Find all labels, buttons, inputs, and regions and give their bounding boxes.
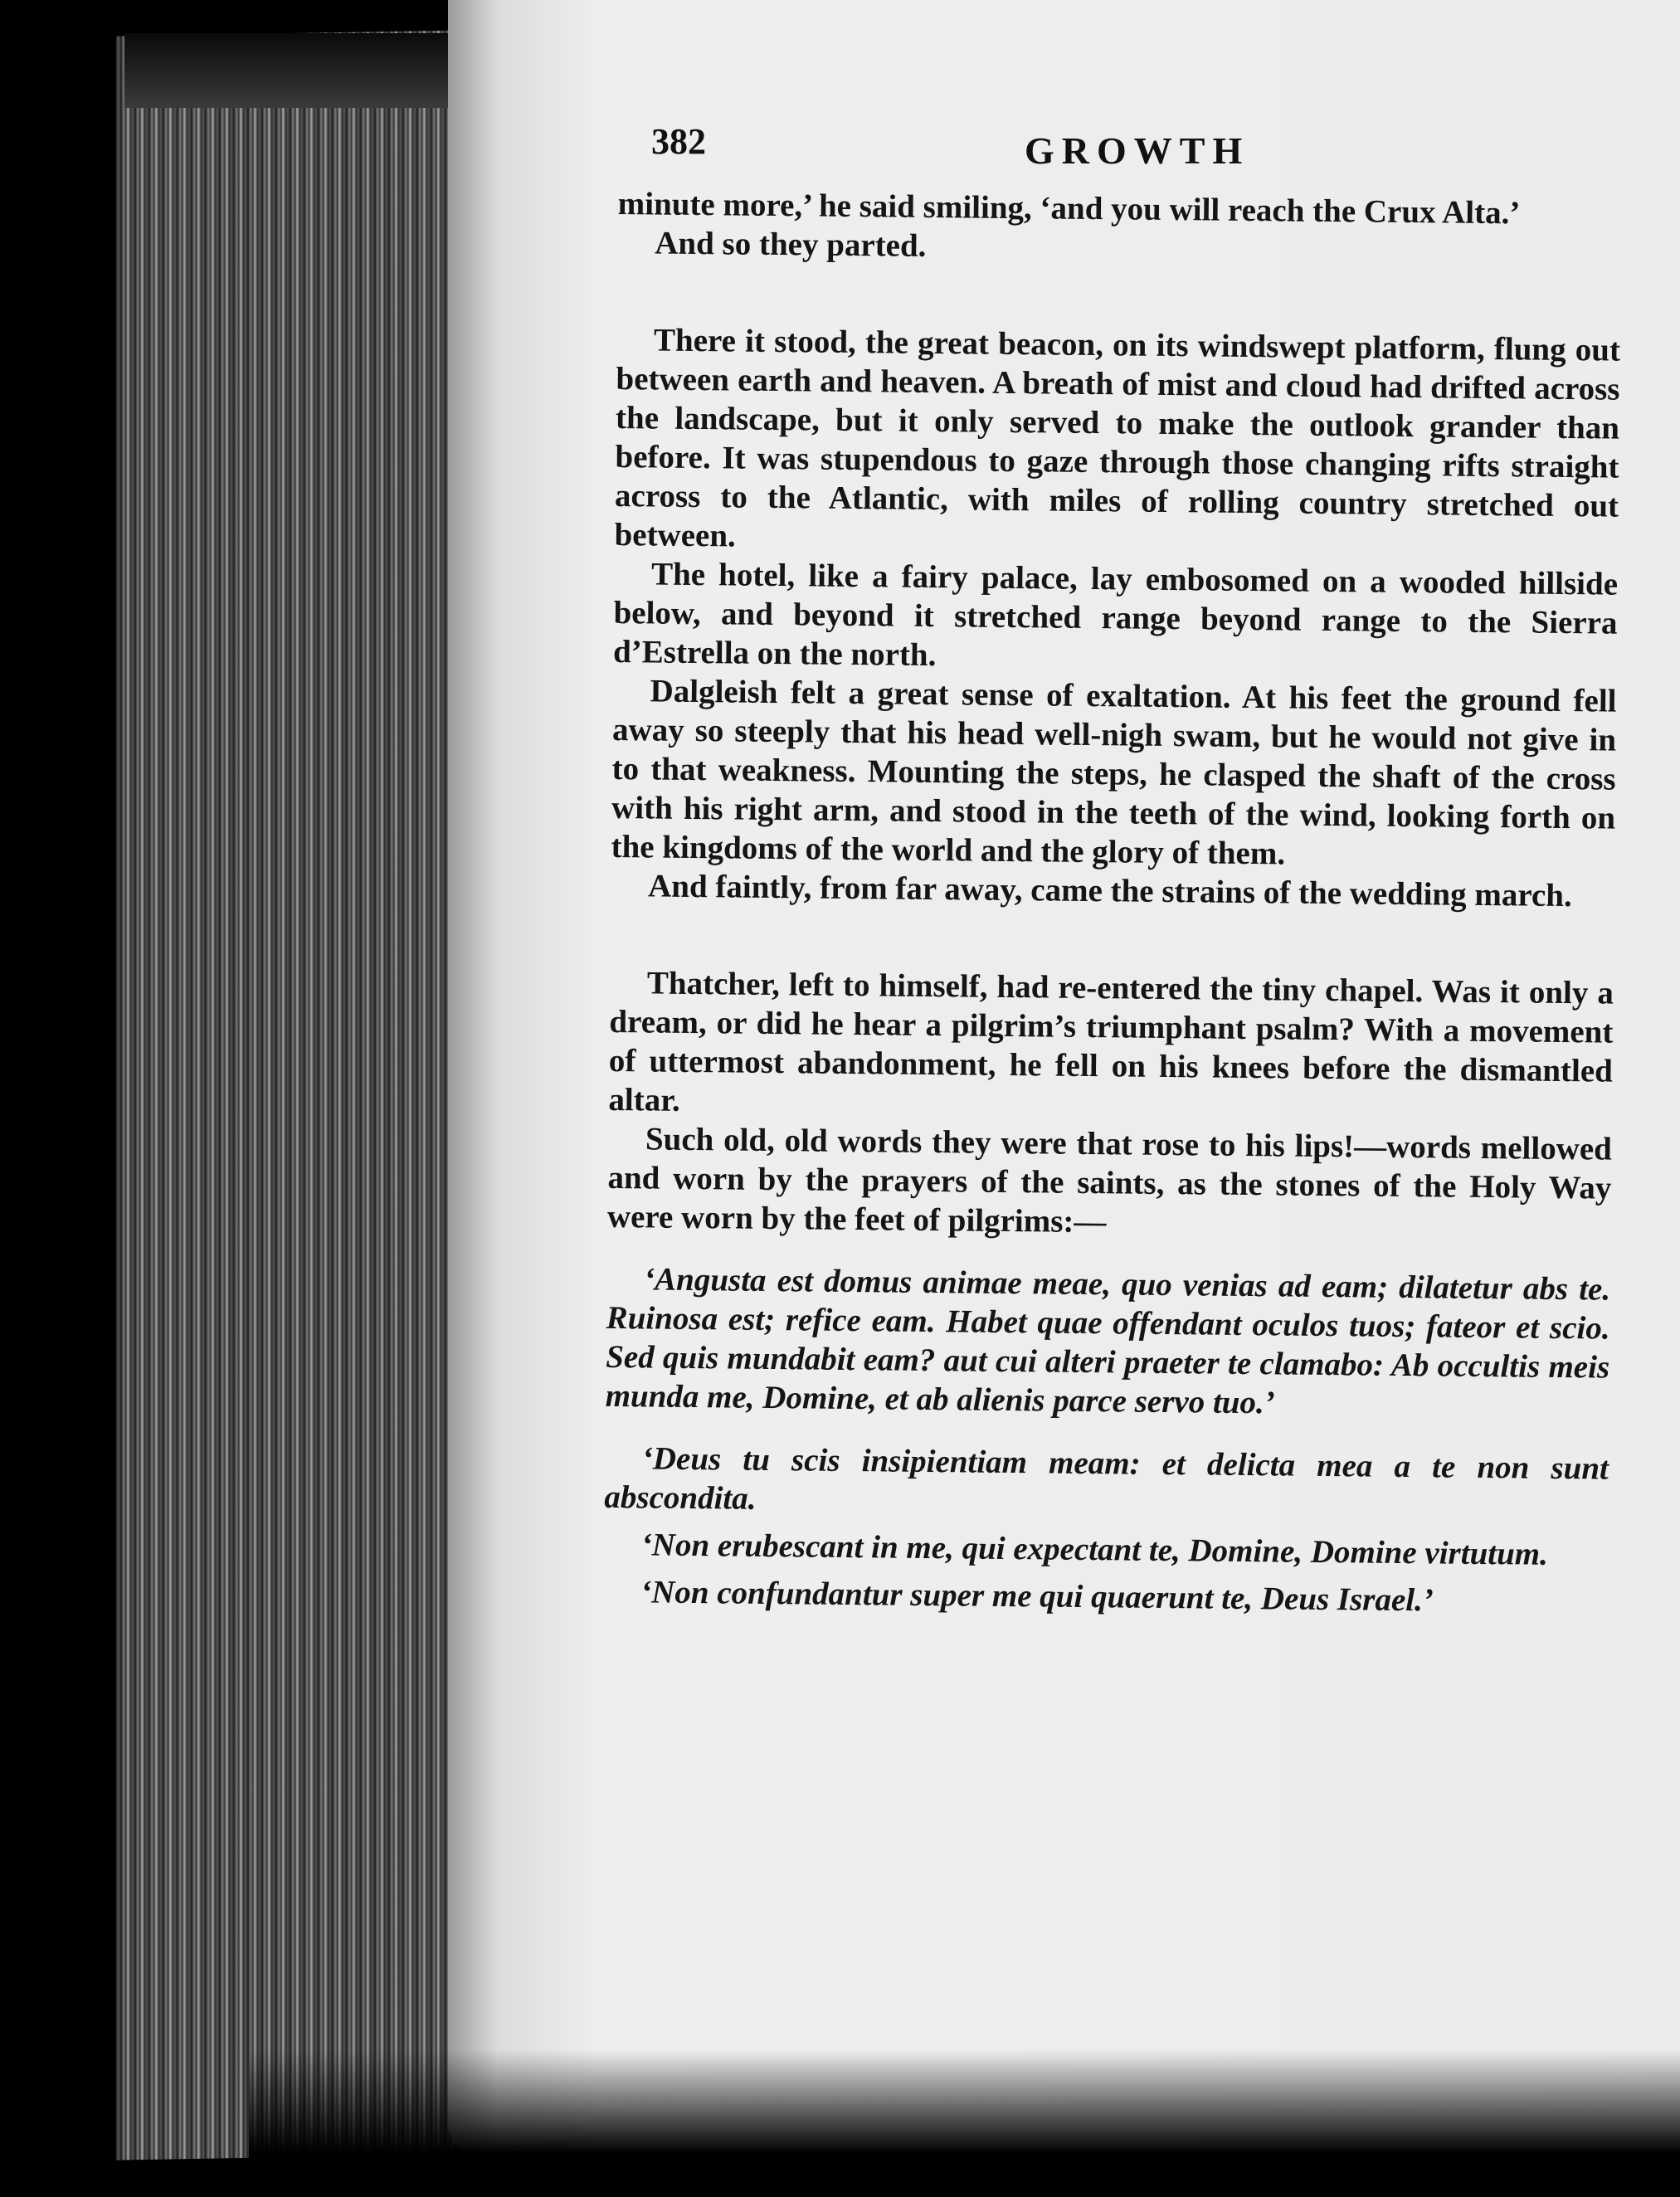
paragraph: And so they parted.: [655, 225, 927, 264]
paragraph: The hotel, like a fairy palace, lay embosomed on a wooded hillside below, and beyond it stretched range beyond range to the Sierra d’Estrella on the north.: [612, 556, 1619, 674]
paragraph: Such old, old words they were that rose to his lips!—words mellowed and worn by the prayers of the saints, as the stones of the Holy Way were worn by the feet of pilgrims:—: [606, 1121, 1613, 1240]
paragraph: minute more,’ he said smiling, ‘and you will reach the Crux Alta.’: [617, 185, 1521, 231]
book-page-edges: [116, 30, 465, 2160]
page-header: [651, 120, 1622, 187]
latin-quotation: ‘Non erubescant in me, qui expectant te, Domine, Domine virtutum.: [640, 1527, 1549, 1572]
paragraph: There it stood, the great beacon, on its windswept platform, flung out between earth and heaven. A breath of mist and cloud had drifted across the landscape, but it only served to make the outlook grander than before. It was stupendous to gaze through those changing rifts straight across to the Atlantic, with miles of rolling country stretched out between.: [614, 322, 1621, 554]
latin-quotation: ‘Non confundantur super me qui quaerunt te, Deus Israel.’: [640, 1574, 1434, 1619]
page-body: [603, 184, 1622, 1622]
paragraph: Thatcher, left to himself, had re-entered the tiny chapel. Was it only a dream, or did he hear a pilgrim’s triumphant psalm? With a movement of uttermost abandonment, he fell on his knees before the dismantled altar.: [608, 965, 1614, 1118]
page-number: 382: [651, 121, 706, 162]
latin-quotation: ‘Deus tu scis insipientiam meam: et delicta mea a te non sunt abscondita.: [604, 1440, 1609, 1517]
paragraph: Dalgleish felt a great sense of exaltation. At his feet the ground fell away so steeply that his head well-nigh swam, but he would not give in to that weakness. Mounting the steps, he clasped the shaft of the cross with his right arm, and stood in the teeth of the wind, looking forth on the kingdoms of the world and the glory of them.: [611, 673, 1617, 872]
book-top-shadow: [124, 33, 465, 108]
latin-quotation: ‘Angusta est domus animae meae, quo venias ad eam; dilatetur abs te. Ruinosa est; refice eam. Habet quae offendant oculos tuos; fateor et scio. Sed quis mundabit eam? aut cui alteri praeter te clamabo: Ab occultis meis munda me, Domine, et ab alienis parce servo tuo.’: [605, 1261, 1611, 1421]
page-bottom-shadow: [249, 2049, 1680, 2197]
running-head: GROWTH: [1025, 129, 1250, 172]
paragraph: And faintly, from far away, came the strains of the wedding march.: [647, 868, 1572, 914]
